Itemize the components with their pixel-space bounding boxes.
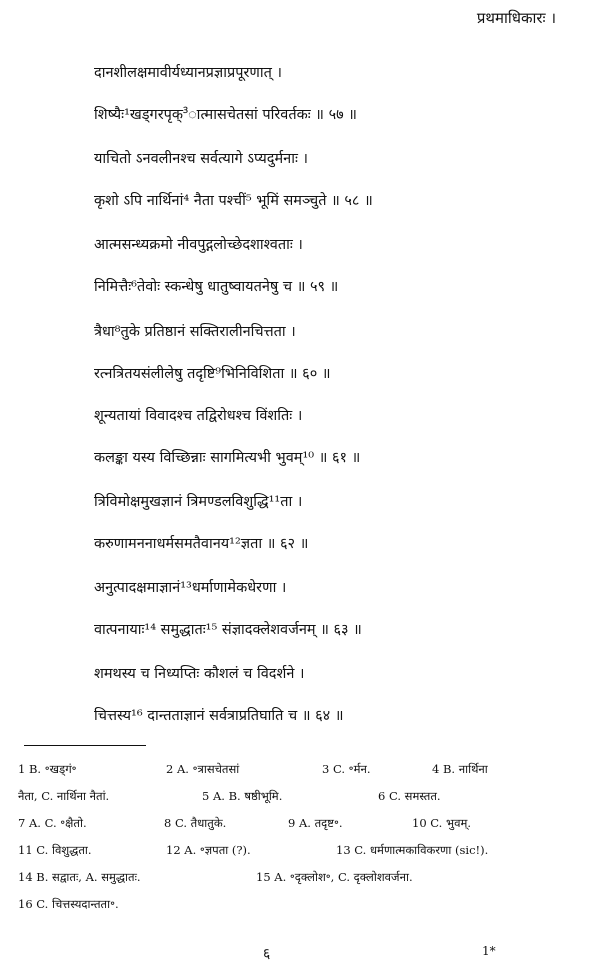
verse-line: कृशो ऽपि नार्थिनां⁴ नैता पश्चीं⁵ भूमिं समञ्चुते ॥ ५८ ॥ xyxy=(94,193,373,209)
verse-line: याचितो ऽनवलीनश्च सर्वत्यागे ऽप्यदुर्मनाः । xyxy=(94,151,309,167)
footnote: 14 B. सद्वातः, A. समुद्धातः. xyxy=(18,870,141,884)
footnote-line xyxy=(18,756,586,783)
footnote: 15 A. ॰दृक्लोश॰, C. दृक्लोशवर्जना. xyxy=(256,870,413,884)
footnote: 13 C. धर्मणात्मकाविकरणा (sic!). xyxy=(336,843,489,857)
footnote: 3 C. ॰र्मन. xyxy=(322,762,371,776)
verse-line: शिष्यैः¹खड्गरपृक्³ात्मासचेतसां परिवर्तकः ॥ ५७ ॥ xyxy=(94,107,357,123)
verse-line: शमथस्य च निध्यप्तिः कौशलं च विदर्शने । xyxy=(94,666,305,682)
footnote: 1 B. ॰खड्गं॰ xyxy=(18,762,77,776)
footnote: 7 A. C. ॰क्षैतो. xyxy=(18,816,87,830)
verse-61 xyxy=(94,405,514,469)
verse-line: शून्यतायां विवादश्च तद्विरोधश्च विंशतिः । xyxy=(94,408,303,424)
footnote: 9 A. तदृष्ट॰. xyxy=(288,816,343,830)
verse-57 xyxy=(94,62,514,126)
verse-64 xyxy=(94,663,514,727)
footnote-rule xyxy=(24,745,146,746)
folio-number: 1* xyxy=(482,944,496,958)
footnote: 10 C. भुवम्. xyxy=(412,816,471,830)
footnote-line xyxy=(18,783,586,810)
verse-line: दानशीलक्षमावीर्यध्यानप्रज्ञाप्रपूरणात् । xyxy=(94,65,282,81)
footnote-line xyxy=(18,891,586,918)
footnote: 12 A. ॰ज्ञपता (?). xyxy=(166,843,251,857)
footnote: 16 C. चित्तस्यदान्तता॰. xyxy=(18,897,119,911)
verse-line: कलङ्का यस्य विच्छिन्नाः सागमित्यभी भुवम्¹⁰ ॥ ६१ ॥ xyxy=(94,450,361,466)
verse-line: करुणामननाधर्मसमतैवानय¹²ज्ञता ॥ ६२ ॥ xyxy=(94,536,309,552)
footnotes xyxy=(18,756,586,918)
verse-58 xyxy=(94,148,514,212)
footnote: 11 C. विशुद्धता. xyxy=(18,843,92,857)
footnote: 4 B. नार्थिना xyxy=(432,762,488,776)
verse-62 xyxy=(94,491,514,555)
verse-line: अनुत्पादक्षमाज्ञानं¹³धर्माणामेकधेरणा । xyxy=(94,580,287,596)
footnote-line xyxy=(18,837,586,864)
footnote: 5 A. B. षष्ठीभूमि. xyxy=(202,789,283,803)
footnote-line xyxy=(18,810,586,837)
footnote: 2 A. ॰त्रासचेतसां xyxy=(166,762,240,776)
footnote: नैता, C. नार्थिना नैतां. xyxy=(18,789,110,803)
verse-line: त्रिविमोक्षमुखज्ञानं त्रिमण्डलविशुद्धि¹¹ता । xyxy=(94,494,303,510)
footnote-line xyxy=(18,864,586,891)
verse-line: वात्पनायाः¹⁴ समुद्धातः¹⁵ संज्ञादक्लेशवर्जनम् ॥ ६३ ॥ xyxy=(94,622,362,638)
running-head: प्रथमाधिकारः । xyxy=(476,9,556,27)
footnote: 8 C. तैधातुके. xyxy=(164,816,227,830)
verse-line: आत्मसन्ध्यक्रमो नीवपुद्गलोच्छेदशाश्वताः । xyxy=(94,237,303,253)
verse-59 xyxy=(94,234,514,298)
verse-line: त्रैधा⁸तुके प्रतिष्ठानं सक्तिरालीनचित्तता । xyxy=(94,324,296,340)
verse-line: चित्तस्य¹⁶ दान्तताज्ञानं सर्वत्राप्रतिघाति च ॥ ६४ ॥ xyxy=(94,708,344,724)
verse-60 xyxy=(94,321,514,385)
verse-line: रत्नत्रितयसंलीलेषु तदृष्टि⁹भिनिविशिता ॥ ६० ॥ xyxy=(94,366,331,382)
signature-mark: ६ xyxy=(263,946,271,962)
footnote: 6 C. समस्तत. xyxy=(378,789,441,803)
verse-line: निमित्तैः⁶तेवोः स्कन्धेषु धातुष्वायतनेषु च ॥ ५९ ॥ xyxy=(94,279,339,295)
verse-63 xyxy=(94,577,514,641)
